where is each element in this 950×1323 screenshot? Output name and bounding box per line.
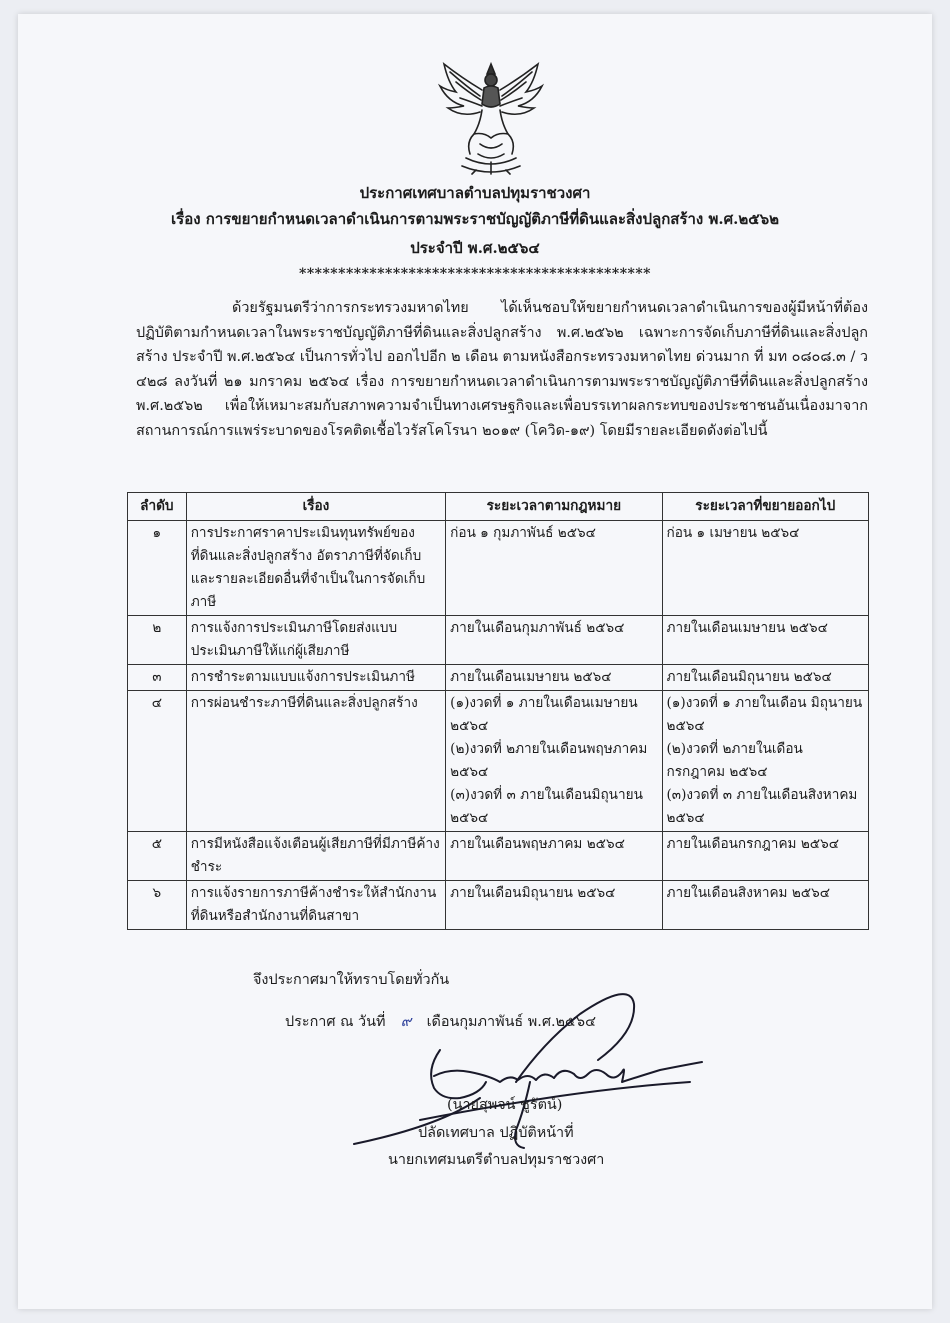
row-extended-period: ภายในเดือนกรกฎาคม ๒๕๖๔ bbox=[662, 832, 869, 881]
row-extended-period: ก่อน ๑ เมษายน ๒๕๖๔ bbox=[662, 521, 869, 616]
header-extended-period: ระยะเวลาที่ขยายออกไป bbox=[662, 493, 869, 521]
row-subject: การแจ้งการประเมินภาษีโดยส่งแบบประเมินภาษีให้แก่ผู้เสียภาษี bbox=[186, 616, 445, 665]
table-row bbox=[128, 691, 869, 832]
schedule-table bbox=[127, 492, 869, 930]
row-legal-period: ภายในเดือนพฤษภาคม ๒๕๖๔ bbox=[446, 832, 662, 881]
installment-3: (๓)งวดที่ ๓ ภายในเดือนมิถุนายน ๒๕๖๔ bbox=[450, 787, 643, 826]
row-extended-period: ภายในเดือนสิงหาคม ๒๕๖๔ bbox=[662, 881, 869, 930]
installment-1: (๑)งวดที่ ๑ ภายในเดือน มิถุนายน ๒๕๖๔ bbox=[666, 695, 863, 734]
announcement-year: ประจำปี พ.ศ.๒๕๖๔ bbox=[410, 239, 540, 257]
row-legal-period: ภายในเดือนเมษายน ๒๕๖๔ bbox=[446, 665, 662, 691]
header-legal-period: ระยะเวลาตามกฎหมาย bbox=[446, 493, 662, 521]
closing-text: จึงประกาศมาให้ทราบโดยทั่วกัน bbox=[253, 972, 450, 988]
table-row bbox=[128, 521, 869, 616]
body-paragraph bbox=[136, 296, 868, 443]
row-no: ๑ bbox=[128, 521, 187, 616]
row-legal-period: ก่อน ๑ กุมภาพันธ์ ๒๕๖๔ bbox=[446, 521, 662, 616]
row-extended-period: ภายในเดือนมิถุนายน ๒๕๖๔ bbox=[662, 665, 869, 691]
row-no: ๖ bbox=[128, 881, 187, 930]
signer-role: นายกเทศมนตรีตำบลปทุมราชวงศา bbox=[388, 1152, 605, 1168]
separator-stars: ********************************************* bbox=[299, 266, 651, 282]
row-legal-period: ภายในเดือนกุมภาพันธ์ ๒๕๖๔ bbox=[446, 616, 662, 665]
row-no: ๒ bbox=[128, 616, 187, 665]
row-subject: การชำระตามแบบแจ้งการประเมินภาษี bbox=[186, 665, 445, 691]
row-legal-period bbox=[446, 691, 662, 832]
date-day: ๙ bbox=[400, 1014, 412, 1030]
date-prefix: ประกาศ ณ วันที่ bbox=[285, 1014, 386, 1030]
installment-3: (๓)งวดที่ ๓ ภายในเดือนสิงหาคม ๒๕๖๔ bbox=[666, 787, 858, 826]
announcement-org: ประกาศเทศบาลตำบลปทุมราชวงศา bbox=[359, 184, 591, 202]
table-row bbox=[128, 832, 869, 881]
row-legal-period: ภายในเดือนมิถุนายน ๒๕๖๔ bbox=[446, 881, 662, 930]
installment-2: (๒)งวดที่ ๒ภายในเดือนพฤษภาคม ๒๕๖๔ bbox=[450, 741, 648, 780]
table-header-row bbox=[128, 493, 869, 521]
row-no: ๓ bbox=[128, 665, 187, 691]
row-subject: การผ่อนชำระภาษีที่ดินและสิ่งปลูกสร้าง bbox=[186, 691, 445, 832]
row-no: ๕ bbox=[128, 832, 187, 881]
signer-name: (นายสุพจน์ ชูรัตน์) bbox=[447, 1097, 563, 1113]
row-extended-period: ภายในเดือนเมษายน ๒๕๖๔ bbox=[662, 616, 869, 665]
body-paragraph-text: ด้วยรัฐมนตรีว่าการกระทรวงมหาดไทย ได้เห็นชอบให้ขยายกำหนดเวลาดำเนินการของผู้มีหน้าที่ต้องปฏิบัติตามกำหนดเวลาในพระราชบัญญัติภาษีที่ดินและสิ่งปลูกสร้าง พ.ศ.๒๕๖๒ เฉพาะการจัดเก็บภาษีที่ดินและสิ่งปลูกสร้าง ประจำปี พ.ศ.๒๕๖๔ เป็นการทั่วไป ออกไปอีก ๒ เดือน ตามหนังสือกระทรวงมหาดไทย ด่วนมาก ที่ มท ๐๘๐๘.๓ / ว ๔๒๘ ลงวันที่ ๒๑ มกราคม ๒๕๖๔ เรื่อง การขยายกำหนดเวลาดำเนินการตามพระราชบัญญัติภาษีที่ดินและสิ่งปลูกสร้าง พ.ศ.๒๕๖๒ เพื่อให้เหมาะสมกับสภาพความจำเป็นทางเศรษฐกิจและเพื่อบรรเทาผลกระทบของประชาชนอันเนื่องมาจากสถานการณ์การแพร่ระบาดของโรคติดเชื้อไวรัสโคโรนา ๒๐๑๙ (โควิด-๑๙) โดยมีรายละเอียดดังต่อไปนี้ bbox=[136, 300, 868, 439]
header-subject: เรื่อง bbox=[186, 493, 445, 521]
garuda-emblem-icon bbox=[436, 58, 546, 176]
signer-position: ปลัดเทศบาล ปฏิบัติหน้าที่ bbox=[418, 1125, 574, 1141]
row-subject: การประกาศราคาประเมินทุนทรัพย์ของที่ดินและสิ่งปลูกสร้าง อัตราภาษีที่จัดเก็บและรายละเอียดอื่นที่จำเป็นในการจัดเก็บภาษี bbox=[186, 521, 445, 616]
row-no: ๔ bbox=[128, 691, 187, 832]
installment-1: (๑)งวดที่ ๑ ภายในเดือนเมษายน ๒๕๖๔ bbox=[450, 695, 638, 734]
table-row bbox=[128, 616, 869, 665]
header-no: ลำดับ bbox=[128, 493, 187, 521]
row-subject: การแจ้งรายการภาษีค้างชำระให้สำนักงานที่ดินหรือสำนักงานที่ดินสาขา bbox=[186, 881, 445, 930]
table-row bbox=[128, 881, 869, 930]
announcement-subject: เรื่อง การขยายกำหนดเวลาดำเนินการตามพระราชบัญญัติภาษีที่ดินและสิ่งปลูกสร้าง พ.ศ.๒๕๖๒ bbox=[171, 210, 779, 228]
row-extended-period bbox=[662, 691, 869, 832]
row-subject: การมีหนังสือแจ้งเตือนผู้เสียภาษีที่มีภาษีค้างชำระ bbox=[186, 832, 445, 881]
table-row bbox=[128, 665, 869, 691]
installment-2: (๒)งวดที่ ๒ภายในเดือน กรกฎาคม ๒๕๖๔ bbox=[666, 741, 803, 780]
date-suffix: เดือนกุมภาพันธ์ พ.ศ.๒๕๖๔ bbox=[426, 1014, 596, 1030]
